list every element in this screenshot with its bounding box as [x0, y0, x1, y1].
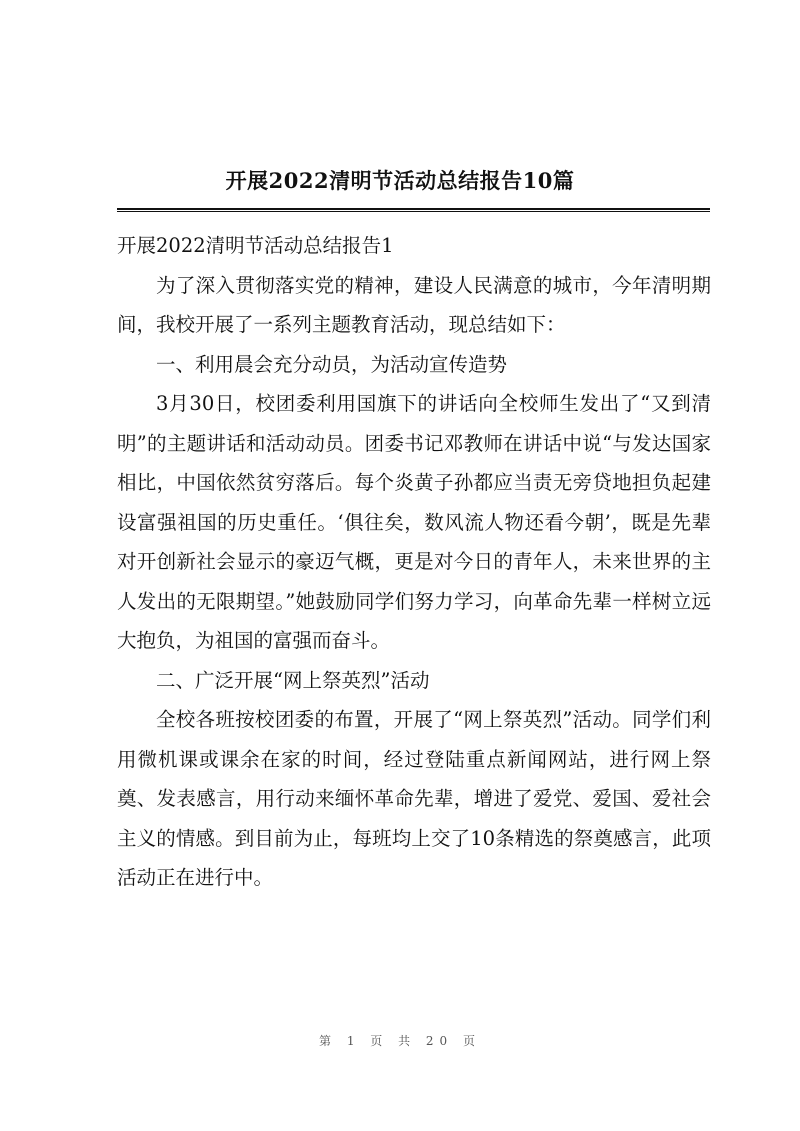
body-paragraph: 3月30日，校团委利用国旗下的讲话向全校师生发出了“又到清明”的主题讲话和活动动员。团委书记邓教师在讲话中说“与发达国家相比，中国依然贫穷落后。每个炎黄子孙都应当责无旁贷地担负起建设富强祖国的历史重任。‘俱往矣，数风流人物还看今朝’，既是先辈对开创新社会显示的豪迈气概，更是对今日的青年人，未来世界的主人发出的无限期望。”她鼓励同学们努力学习，向革命先辈一样树立远大抱负，为祖国的富强而奋斗。 [117, 392, 711, 652]
document-title: 开展2022清明节活动总结报告10篇 [225, 168, 575, 193]
page-footer: 第 1 页 共 20 页 [319, 1034, 481, 1048]
subsection-heading: 二、广泛开展“网上祭英烈”活动 [156, 668, 430, 692]
subsection-heading: 一、利用晨会充分动员，为活动宣传造势 [156, 352, 508, 376]
body-paragraph: 全校各班按校团委的布置，开展了“网上祭英烈”活动。同学们利用微机课或课余在家的时间，经过登陆重点新闻网站，进行网上祭奠、发表感言，用行动来缅怀革命先辈，增进了爱党、爱国、爱社会主义的情感。到目前为止，每班均上交了10条精选的祭奠感言，此项活动正在进行中。 [117, 708, 711, 889]
title-divider [117, 208, 710, 212]
section-heading: 开展2022清明节活动总结报告1 [117, 234, 394, 257]
document-body [117, 226, 711, 898]
body-paragraph: 为了深入贯彻落实党的精神，建设人民满意的城市，今年清明期间，我校开展了一系列主题教育活动，现总结如下： [117, 273, 711, 336]
